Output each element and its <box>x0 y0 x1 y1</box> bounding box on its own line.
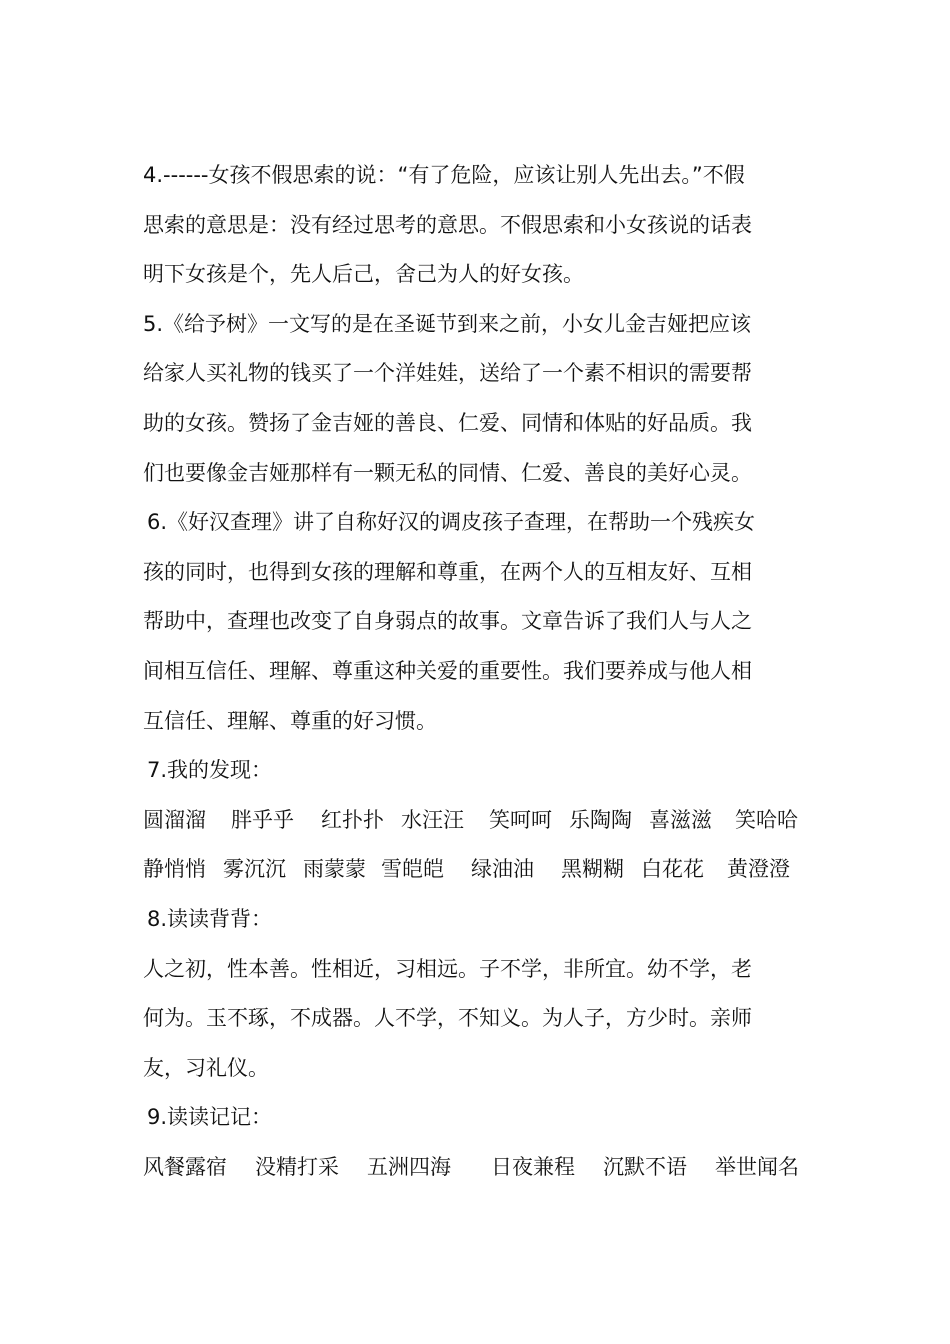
paragraph-line: 明下女孩是个，先人后己，舍己为人的好女孩。 <box>143 262 584 287</box>
paragraph-line: 4.------女孩不假思索的说：“有了危险，应该让别人先出去。”不假 <box>143 163 745 187</box>
paragraph-line: 们也要像金吉娅那样有一颗无私的同情、仁爱、善良的美好心灵。 <box>143 460 752 485</box>
word: 没精打采 <box>255 1154 339 1179</box>
section-heading: 8.读读背背： <box>147 906 273 931</box>
paragraph-line: 6.《好汉查理》讲了自称好汉的调皮孩子查理，在帮助一个残疾女 <box>147 510 756 535</box>
paragraph-line: 给家人买礼物的钱买了一个洋娃娃，送给了一个素不相识的需要帮 <box>143 361 752 386</box>
word: 笑呵呵 <box>489 807 552 832</box>
word: 红扑扑 <box>321 807 384 832</box>
word: 举世闻名 <box>715 1154 799 1179</box>
word-row-1 <box>143 796 813 846</box>
paragraph-line: 人之初，性本善。性相近，习相远。子不学，非所宜。幼不学，老 <box>143 956 752 981</box>
section-7 <box>143 746 813 895</box>
document-body <box>143 151 813 1192</box>
word: 日夜兼程 <box>491 1154 575 1179</box>
paragraph-line: 5.《给予树》一文写的是在圣诞节到来之前，小女儿金吉娅把应该 <box>143 311 752 336</box>
word: 黄澄澄 <box>727 857 790 882</box>
paragraph-line: 何为。玉不琢，不成器。人不学，不知义。为人子，方少时。亲师 <box>143 1006 752 1031</box>
word: 白花花 <box>641 857 704 882</box>
word: 雪皑皑 <box>381 857 444 882</box>
paragraph-4 <box>143 151 813 300</box>
paragraph-6 <box>143 498 813 746</box>
paragraph-line: 孩的同时，也得到女孩的理解和尊重，在两个人的互相友好、互相 <box>143 559 752 584</box>
paragraph-line: 互信任、理解、尊重的好习惯。 <box>143 708 437 733</box>
word-row-3 <box>143 1143 813 1193</box>
word: 笑哈哈 <box>735 807 798 832</box>
word: 绿油油 <box>471 857 534 882</box>
word: 胖乎乎 <box>231 807 294 832</box>
section-9 <box>143 1093 813 1192</box>
word: 沉默不语 <box>603 1154 687 1179</box>
paragraph-5 <box>143 300 813 498</box>
section-heading: 7.我的发现： <box>147 758 273 783</box>
word: 风餐露宿 <box>143 1154 227 1179</box>
word: 五洲四海 <box>367 1154 451 1179</box>
paragraph-line: 友，习礼仪。 <box>143 1055 269 1080</box>
paragraph-line: 间相互信任、理解、尊重这种关爱的重要性。我们要养成与他人相 <box>143 658 752 683</box>
word: 水汪汪 <box>401 807 464 832</box>
section-8 <box>143 895 813 1093</box>
word: 雾沉沉 <box>223 857 286 882</box>
word: 雨蒙蒙 <box>303 857 366 882</box>
word: 乐陶陶 <box>569 807 632 832</box>
paragraph-line: 助的女孩。赞扬了金吉娅的善良、仁爱、同情和体贴的好品质。我 <box>143 410 752 435</box>
paragraph-line: 思索的意思是：没有经过思考的意思。不假思索和小女孩说的话表 <box>143 212 752 237</box>
word: 黑糊糊 <box>561 857 624 882</box>
section-heading: 9.读读记记： <box>147 1105 273 1130</box>
word: 喜滋滋 <box>649 807 712 832</box>
word-row-2 <box>143 845 813 895</box>
word: 静悄悄 <box>143 857 206 882</box>
paragraph-line: 帮助中，查理也改变了自身弱点的故事。文章告诉了我们人与人之 <box>143 609 752 634</box>
word: 圆溜溜 <box>143 807 206 832</box>
